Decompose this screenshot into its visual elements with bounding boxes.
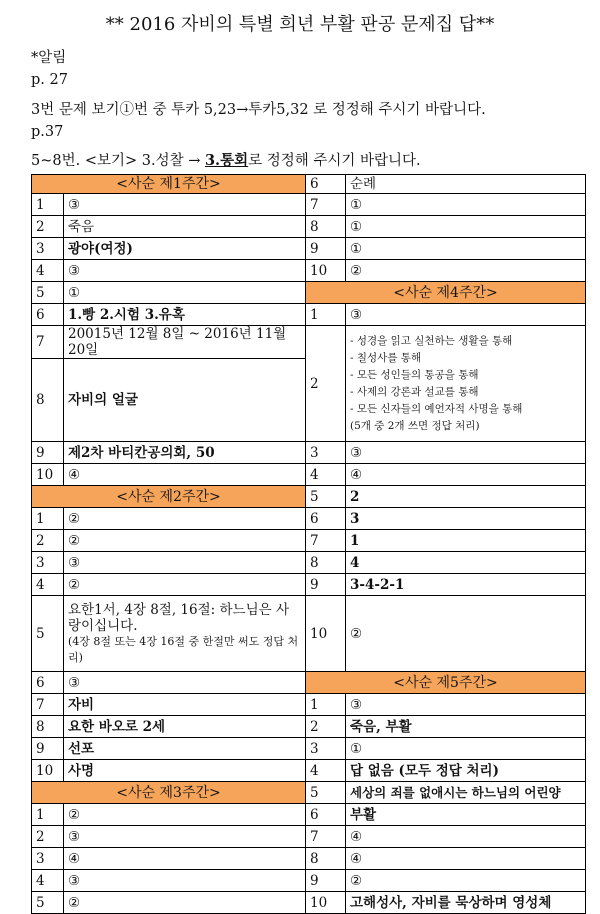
answer-number: 10: [32, 464, 64, 486]
answer-number: 4: [32, 260, 64, 282]
week4-header: <사순 제4주간>: [306, 282, 586, 304]
answer-number: 10: [32, 760, 64, 782]
answer-number: 10: [306, 596, 346, 672]
answer-number: 1: [32, 804, 64, 826]
answer-number: 9: [32, 442, 64, 464]
answer-cell: 부활: [346, 804, 586, 826]
answer-cell: 광야(여정): [64, 238, 306, 260]
notice-p37-label: p.37: [31, 124, 64, 140]
answer-number: 1: [306, 694, 346, 716]
list-item: - 성경을 읽고 실천하는 생활을 통해: [350, 334, 513, 347]
answer-number: 9: [32, 738, 64, 760]
answer-number: 6: [306, 175, 346, 194]
answer-cell: 요한 바오로 2세: [64, 716, 306, 738]
answer-number: 4: [32, 870, 64, 892]
answer-cell: ③: [346, 694, 586, 716]
answer-cell: ④: [64, 464, 306, 486]
answer-cell: 세상의 죄를 없애시는 하느님의 어린양: [346, 782, 586, 804]
answer-number: 6: [306, 508, 346, 530]
answer-cell: 20015년 12월 8일 ~ 2016년 11월 20일: [64, 326, 306, 359]
answer-number: 2: [32, 216, 64, 238]
notice-p27-label: p. 27: [31, 72, 68, 88]
answer-number: 4: [32, 574, 64, 596]
answer-cell: ②: [64, 892, 306, 914]
answer-cell: ④: [346, 826, 586, 848]
answer-cell-list: [346, 326, 586, 442]
week3-header: <사순 제3주간>: [32, 782, 306, 804]
answer-cell: 고해성사, 자비를 묵상하며 영성체: [346, 892, 586, 914]
answer-cell: 자비: [64, 694, 306, 716]
answer-number: 3: [32, 552, 64, 574]
answer-number: 7: [32, 694, 64, 716]
answer-number: 6: [32, 304, 64, 326]
answer-number: 5: [306, 486, 346, 508]
answer-cell: ②: [64, 804, 306, 826]
answer-cell: ②: [64, 530, 306, 552]
answer-cell: 죽음, 부활: [346, 716, 586, 738]
answer-table: [31, 174, 586, 914]
answer-number: 2: [306, 326, 346, 442]
answer-number: 10: [306, 892, 346, 914]
list-item: - 모든 성인들의 통공을 통해: [350, 368, 479, 381]
answer-cell: 2: [346, 486, 586, 508]
answer-number: 3: [32, 238, 64, 260]
answer-number: 3: [306, 738, 346, 760]
answer-cell: ①: [346, 238, 586, 260]
answer-number: 2: [306, 716, 346, 738]
answer-cell: ④: [346, 464, 586, 486]
answer-number: 4: [306, 760, 346, 782]
answer-cell: 1.빵 2.시험 3.유혹: [64, 304, 306, 326]
answer-cell: ③: [346, 442, 586, 464]
week1-header: <사순 제1주간>: [32, 175, 306, 194]
list-item: (5개 중 2개 쓰면 정답 처리): [350, 419, 480, 432]
notice-p37-text: 5~8번. <보기> 3.성찰 → 3.통회로 정정해 주시기 바랍니다.: [31, 152, 421, 169]
answer-cell: ②: [346, 260, 586, 282]
answer-cell: 4: [346, 552, 586, 574]
answer-text: 요한1서, 4장 8절, 16절: 하느님은 사랑이십니다.: [68, 601, 289, 634]
answer-number: 4: [306, 464, 346, 486]
answer-number: 5: [32, 596, 64, 672]
page-title: ** 2016 자비의 특별 희년 부활 판공 문제집 답**: [105, 14, 495, 35]
list-item: - 모든 신자들의 예언자적 사명을 통해: [350, 402, 523, 415]
answer-cell: 1: [346, 530, 586, 552]
answer-cell: ③: [64, 260, 306, 282]
answer-cell: 3-4-2-1: [346, 574, 586, 596]
answer-number: 3: [306, 442, 346, 464]
answer-cell: 사명: [64, 760, 306, 782]
answer-number: 7: [306, 194, 346, 216]
list-item: - 칠성사를 통해: [350, 351, 422, 364]
answer-note: (4장 8절 또는 4장 16절 중 한절만 써도 정답 처리): [68, 634, 299, 664]
answer-cell: ③: [64, 552, 306, 574]
week5-header: <사순 제5주간>: [306, 672, 586, 694]
answer-cell: 순례: [346, 175, 586, 194]
answer-number: 6: [32, 672, 64, 694]
answer-number: 5: [32, 282, 64, 304]
answer-number: 2: [32, 826, 64, 848]
answer-number: 9: [306, 870, 346, 892]
answer-number: 1: [306, 304, 346, 326]
answer-cell: ②: [64, 574, 306, 596]
week2-header: <사순 제2주간>: [32, 486, 306, 508]
notice-p27-text: 3번 문제 보기①번 중 투카 5,23→투카5,32 로 정정해 주시기 바랍니다.: [31, 102, 486, 118]
answer-cell: ②: [346, 870, 586, 892]
answer-number: 8: [32, 716, 64, 738]
answer-cell: ④: [346, 848, 586, 870]
answer-number: 2: [32, 530, 64, 552]
answer-cell: 제2차 바티칸공의회, 50: [64, 442, 306, 464]
answer-cell: ③: [346, 304, 586, 326]
answer-number: 6: [306, 804, 346, 826]
answer-number: 8: [306, 848, 346, 870]
answer-number: 9: [306, 238, 346, 260]
notice-heading: *알림: [31, 50, 67, 66]
answer-cell: ①: [64, 282, 306, 304]
answer-cell: ③: [64, 826, 306, 848]
answer-cell: ③: [64, 194, 306, 216]
answer-number: 8: [32, 359, 64, 442]
answer-number: 7: [306, 826, 346, 848]
answer-number: 5: [306, 782, 346, 804]
answer-cell: 선포: [64, 738, 306, 760]
answer-cell: ①: [346, 216, 586, 238]
answer-cell: ①: [346, 194, 586, 216]
answer-cell: ③: [64, 672, 306, 694]
answer-cell: ④: [64, 848, 306, 870]
answer-number: 8: [306, 552, 346, 574]
answer-cell: 답 없음 (모두 정답 처리): [346, 760, 586, 782]
answer-cell: 3: [346, 508, 586, 530]
answer-cell: [64, 596, 306, 672]
answer-number: 1: [32, 194, 64, 216]
answer-cell: ③: [64, 870, 306, 892]
notice-emphasis: 3.통회: [204, 152, 249, 169]
answer-cell: ②: [64, 508, 306, 530]
answer-cell: ①: [346, 738, 586, 760]
answer-number: 3: [32, 848, 64, 870]
list-item: - 사제의 강론과 설교를 통해: [350, 385, 479, 398]
answer-number: 5: [32, 892, 64, 914]
answer-number: 10: [306, 260, 346, 282]
answer-number: 1: [32, 508, 64, 530]
answer-number: 7: [306, 530, 346, 552]
answer-number: 8: [306, 216, 346, 238]
answer-cell: 자비의 얼굴: [64, 359, 306, 442]
answer-cell: ②: [346, 596, 586, 672]
answer-number: 7: [32, 326, 64, 359]
answer-cell: 죽음: [64, 216, 306, 238]
answer-number: 9: [306, 574, 346, 596]
